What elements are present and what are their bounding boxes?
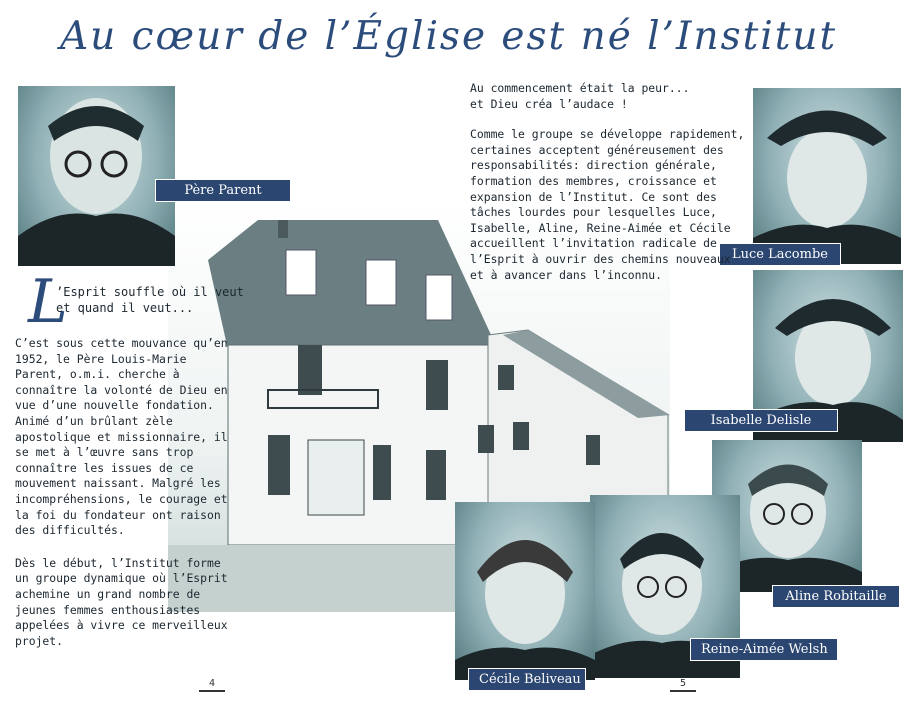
right-paragraph: Comme le groupe se développe rapidement, certaines acceptent généreusement des responsabilités: direction générale, formation des membres, croissance et expansion de l’Institut. Ce sont des tâches lourdes pour lesquelles Luce, Isabelle, Aline, Reine-Aimée et Cécile accueillent l’invitation radicale de l’Esprit à ouvrir des chemins nouveaux et à avancer dans l’inconnu. — [470, 127, 745, 282]
page-number-left-rule — [199, 690, 225, 692]
left-lead — [56, 284, 266, 316]
page-number-right-text: 5 — [679, 678, 687, 689]
nameplate-aline-robitaille: Aline Robitaille — [772, 585, 900, 608]
nameplate-pere-parent: Père Parent — [155, 179, 291, 202]
page-number-left-text: 4 — [208, 678, 216, 689]
lead-line-2: et quand il veut... — [56, 301, 194, 315]
right-intro — [470, 81, 750, 112]
nameplate-reine-aimee-welsh: Reine-Aimée Welsh — [690, 638, 838, 661]
left-paragraph-2: Dès le début, l’Institut forme un groupe dynamique où l’Esprit achemine un grand nombre de jeunes femmes enthousiastes appelées à vivre ce merveilleux projet. — [15, 555, 228, 648]
page-title: Au cœur de l’Église est né l’Institut — [60, 14, 838, 59]
pere-parent-photo — [18, 86, 175, 266]
lead-line-1: ’Esprit souffle où il veut — [56, 285, 244, 299]
nameplate-luce-lacombe: Luce Lacombe — [719, 243, 841, 266]
right-intro-line-1: Au commencement était la peur... — [470, 81, 690, 95]
drop-cap-letter: L — [28, 267, 68, 337]
page-number-left — [192, 678, 232, 692]
luce-lacombe-photo — [753, 88, 901, 264]
cecile-beliveau-photo — [455, 502, 595, 680]
page-number-right-rule — [670, 690, 696, 692]
nameplate-cecile-beliveau: Cécile Beliveau — [468, 668, 586, 691]
page-number-right — [663, 678, 703, 692]
right-intro-line-2: et Dieu créa l’audace ! — [470, 96, 628, 111]
left-column-text — [15, 336, 240, 666]
left-paragraph-1: C’est sous cette mouvance qu’en 1952, le Père Louis-Marie Parent, o.m.i. cherche à connaître la volonté de Dieu en vue d’une nouvelle fondation. Animé d’un brûlant zèle apostolique et missionnaire, il se met à l’œuvre sans trop connaître les issues de ce mouvement naissant. Malgré les incompréhensions, le courage et la foi du fondateur ont raison des difficultés. — [15, 336, 228, 538]
nameplate-isabelle-delisle: Isabelle Delisle — [684, 409, 838, 432]
right-column-text — [470, 81, 750, 298]
